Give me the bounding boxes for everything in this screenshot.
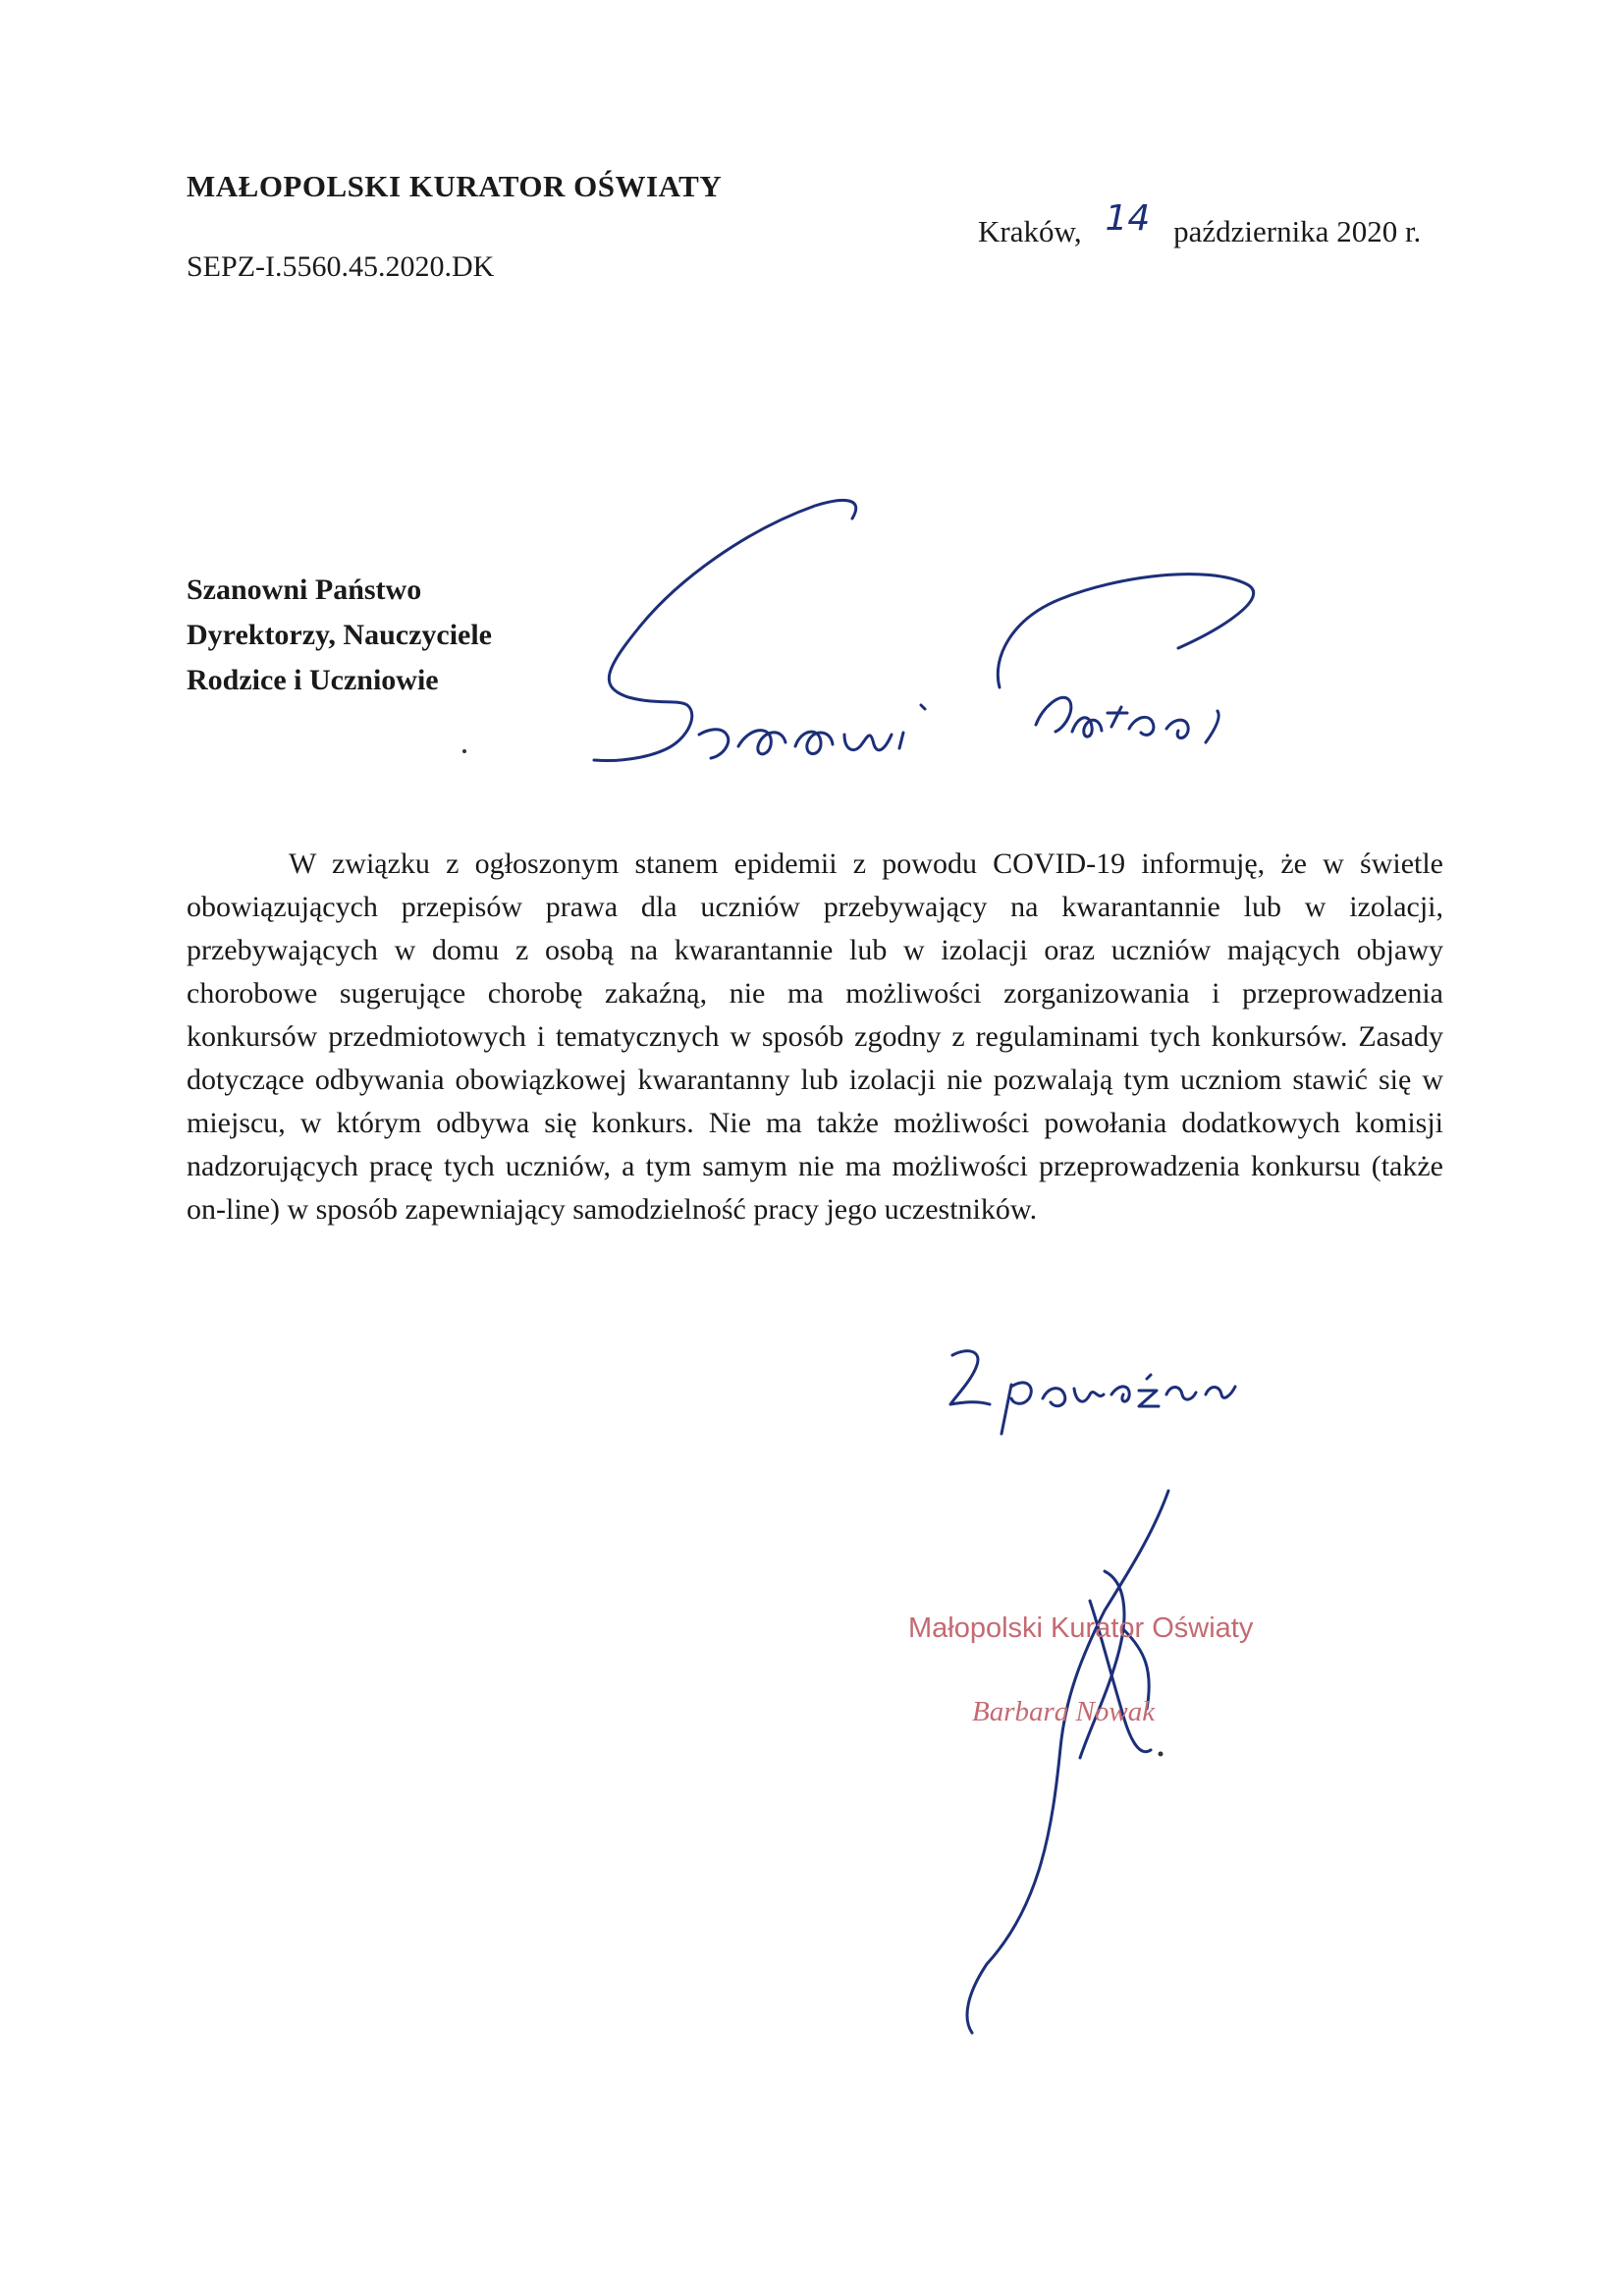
date-month-year: października 2020 r. bbox=[1173, 214, 1422, 248]
scan-speck bbox=[462, 749, 466, 753]
handwritten-closing bbox=[950, 1351, 1235, 1434]
reference-number: SEPZ-I.5560.45.2020.DK bbox=[187, 250, 495, 283]
addressee-line: Dyrektorzy, Nauczyciele bbox=[187, 619, 493, 651]
letter-body: W związku z ogłoszonym stanem epidemii z powodu COVID-19 informuję, że w świetle obowiązujących przepisów prawa dla uczniów przebywający na kwarantannie lub w izolacji, przebywających w domu z osobą na kwarantannie lub w izolacji oraz uczniów mających objawy chorobowe sugerujące chorobę zakaźną, nie ma możliwości zorganizowania i przeprowadzenia konkursów przedmiotowych i tematycznych w sposób zgodny z regulaminami tych konkursów. Zasady dotyczące odbywania obowiązkowej kwarantanny lub izolacji nie pozwalają tym uczniom stawić się w miejscu, w którym odbywa się konkurs. Nie ma także możliwości powołania dodatkowych komisji nadzorujących pracę tych uczniów, a tym samym nie ma możliwości przeprowadzenia konkursu (także on-line) w sposób zapewniający samodzielność pracy jego uczestników. bbox=[187, 847, 1443, 1226]
date-line bbox=[978, 198, 1422, 250]
addressee-line: Szanowni Państwo bbox=[187, 574, 422, 606]
signature bbox=[967, 1491, 1168, 2033]
issuing-office: MAŁOPOLSKI KURATOR OŚWIATY bbox=[187, 169, 723, 203]
handwritten-day: 14 bbox=[1105, 198, 1151, 239]
date-place: Kraków, bbox=[978, 214, 1082, 248]
stamp-title: Małopolski Kurator Oświaty bbox=[908, 1613, 1254, 1644]
handwritten-greeting bbox=[594, 500, 1254, 760]
addressee-block bbox=[187, 568, 492, 703]
stamp-name: Barbara Nowak bbox=[972, 1696, 1156, 1727]
addressee-line: Rodzice i Uczniowie bbox=[187, 664, 439, 696]
